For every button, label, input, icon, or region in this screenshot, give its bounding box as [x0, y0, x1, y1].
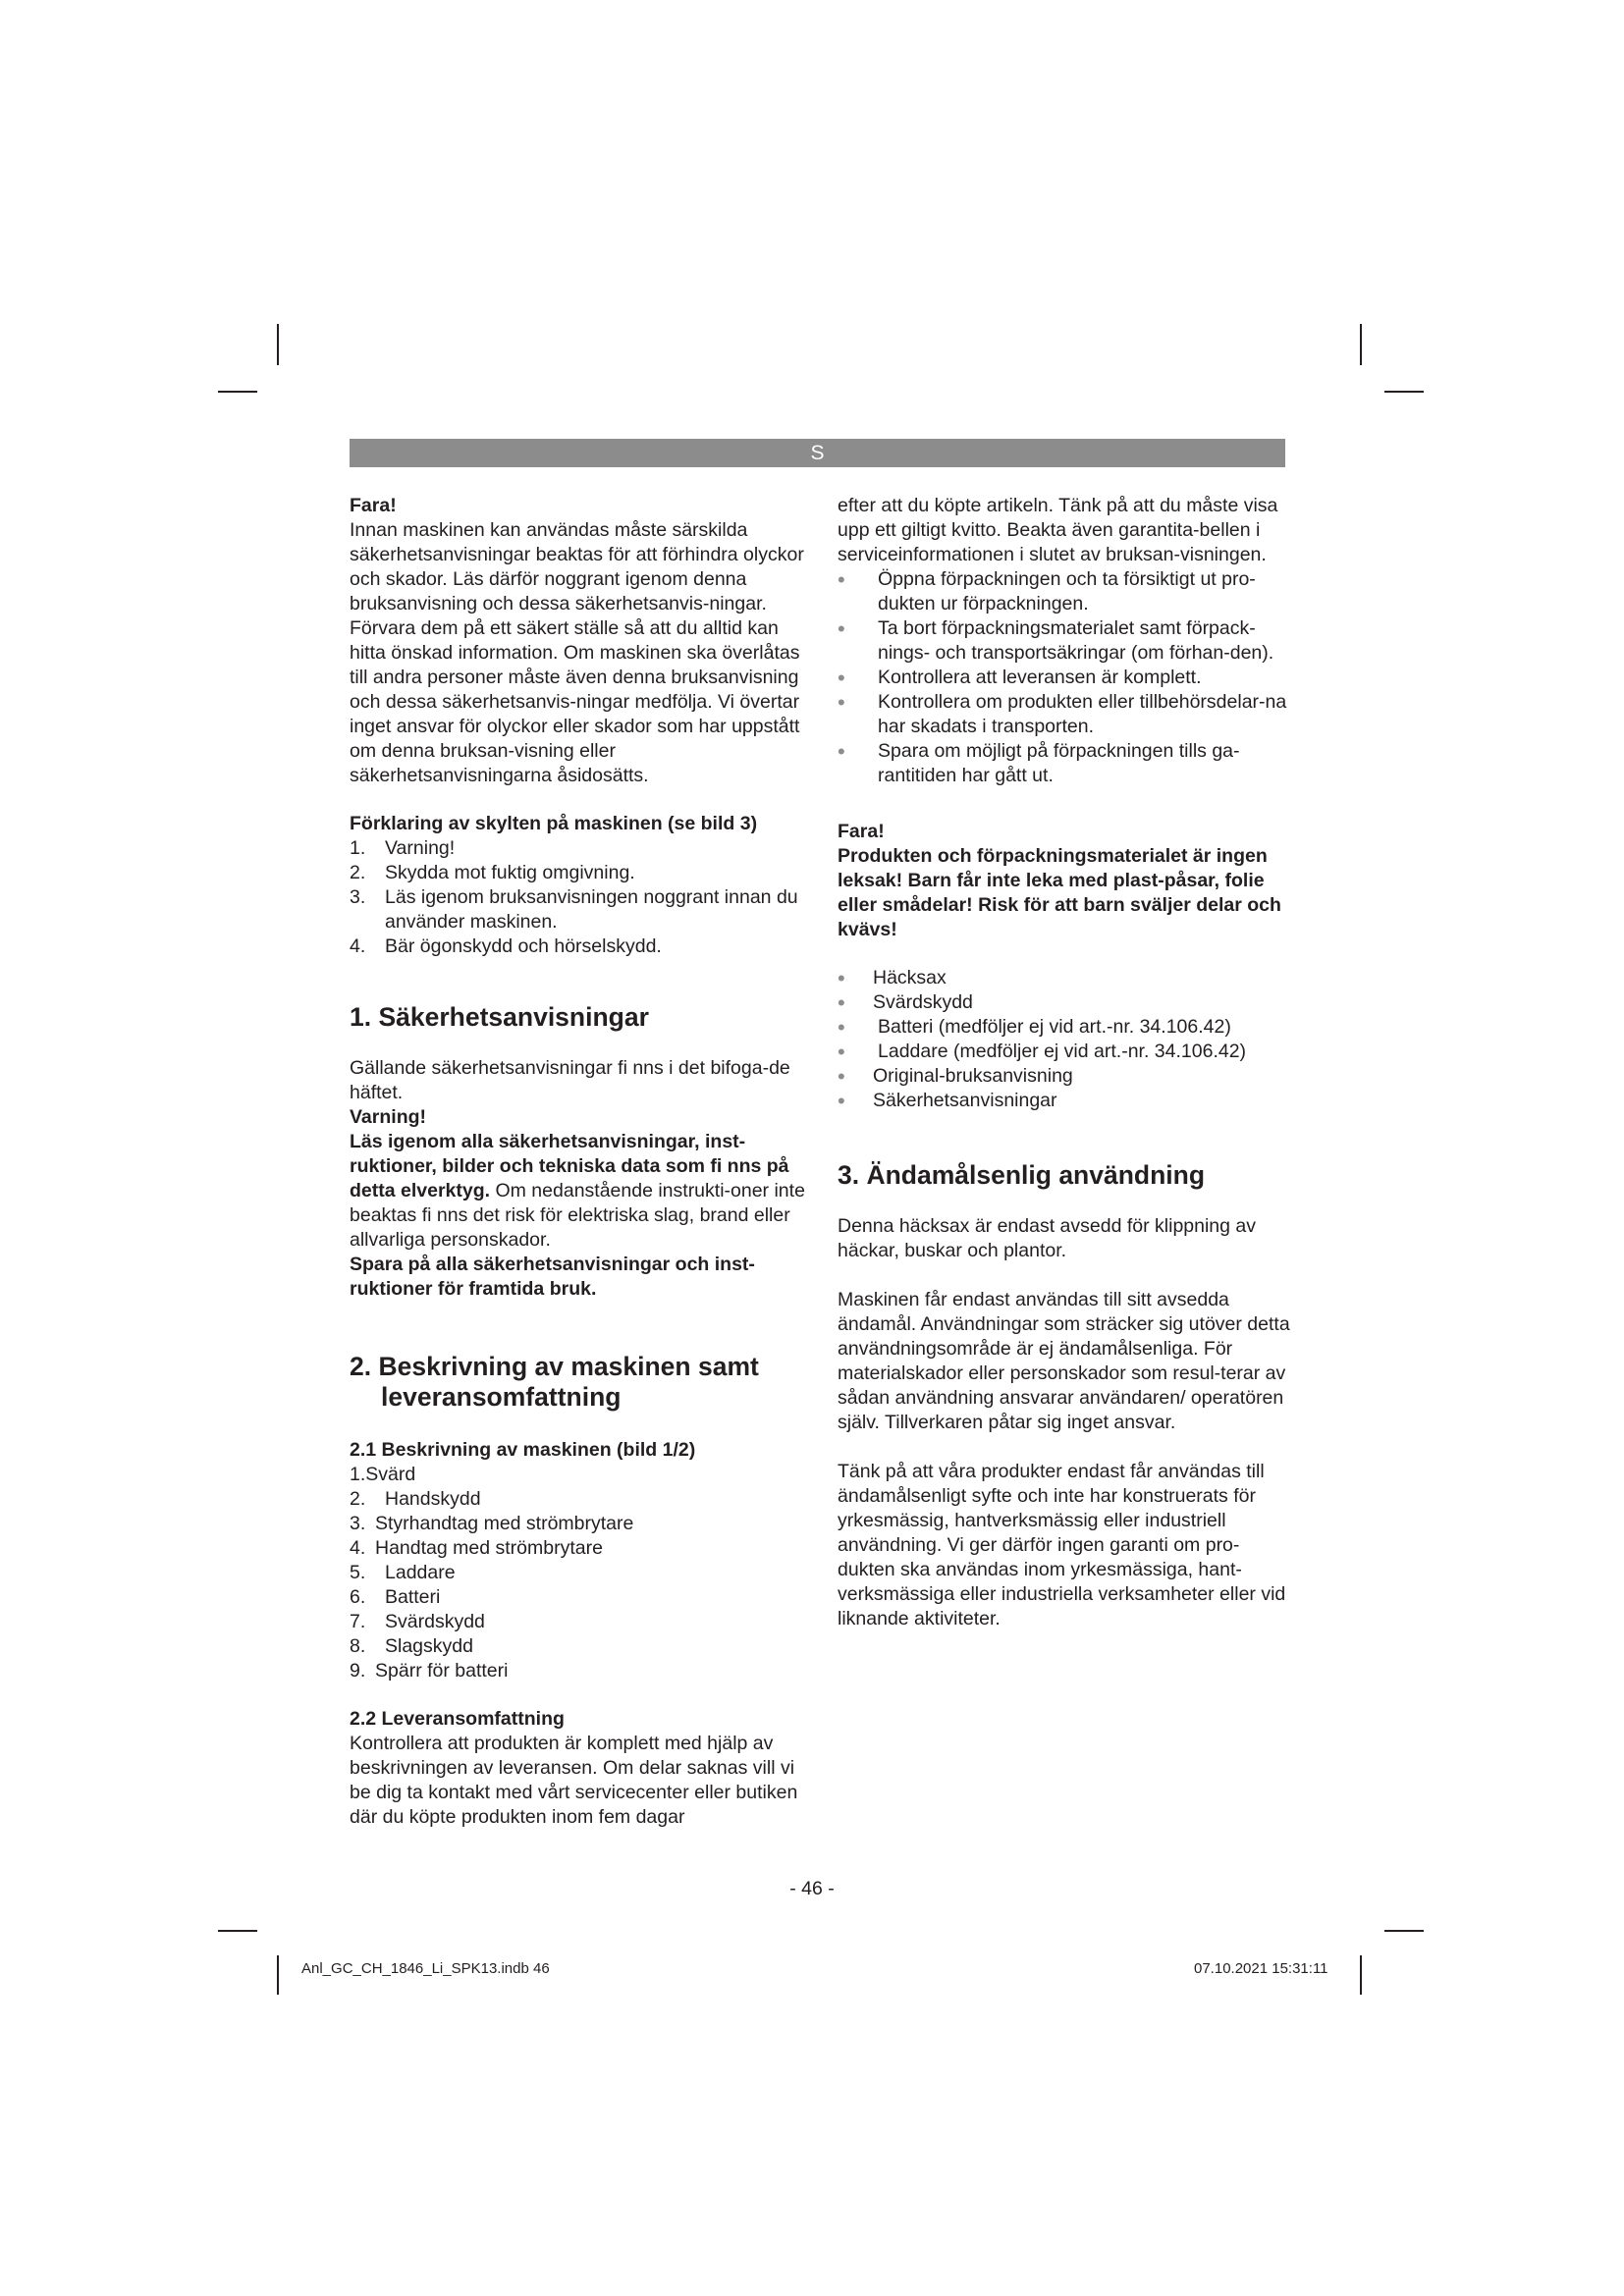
section-heading-1: 1. Säkerhetsanvisningar [350, 1002, 649, 1032]
crop-mark [1360, 324, 1362, 365]
crop-mark [1360, 1955, 1362, 1995]
list-item: 1.Svärd [350, 1464, 416, 1485]
footer-timestamp: 07.10.2021 15:31:11 [1194, 1960, 1328, 1977]
page-number: - 46 - [789, 1878, 835, 1899]
unpacking-list [838, 567, 1295, 788]
crop-mark [277, 1955, 279, 1995]
crop-mark [1384, 391, 1424, 393]
section-3-paragraph-3: Tänk på att våra produkter endast får användas till ändamålsenligt syfte och inte har konstruerats för yrkesmässig, hantverksmässig eller industriell användning. Vi ger därför ingen garanti om pro-dukten ska användas inom yrkesmässiga, hant-verksmässiga eller industriella verksamheter eller vid liknande aktiviteter. [838, 1461, 1286, 1629]
list-item: 3. Styrhandtag med strömbrytare [350, 1513, 634, 1534]
list-item: • Kontrollera att leveransen är komplett. [838, 666, 1295, 690]
list-item: • Öppna förpackningen och ta försiktigt ut pro-dukten ur förpackningen. [838, 567, 1295, 616]
section-1-text: Gällande säkerhetsanvisningar fi nns i det bifoga-de häftet. [350, 1057, 790, 1103]
list-item: • Svärdskydd [838, 990, 1295, 1015]
section-3-paragraph-2: Maskinen får endast användas till sitt avsedda ändamål. Användningar som sträcker sig utöver detta användningsområde är ej ändamålsenliga. För materialskador eller personskador som resul-terar av sådan användning ansvarar användaren/ operatören själv. Tillverkaren påtar sig inget ansvar. [838, 1289, 1290, 1433]
section-3-paragraph-1: Denna häcksax är endast avsedd för klippning av häckar, buskar och plantor. [838, 1215, 1257, 1261]
section-heading-3: 3. Ändamålsenlig användning [838, 1160, 1206, 1190]
sign-explanation-title: Förklaring av skylten på maskinen (se bild 3) [350, 813, 758, 834]
footer-filename: Anl_GC_CH_1846_Li_SPK13.indb 46 [301, 1960, 550, 1977]
crop-mark [1384, 1930, 1424, 1932]
list-item: • Säkerhetsanvisningar [838, 1089, 1295, 1113]
list-item: 9. Spärr för batteri [350, 1660, 509, 1682]
warning-paragraph: Läs igenom alla säkerhetsanvisningar, inst-ruktioner, bilder och tekniska data som fi nns på detta elverktyg. Om nedanstående instrukti-oner inte beaktas fi nns det risk för elektriska slag, brand eller allvarliga personskador. [350, 1131, 805, 1251]
list-item: 4. Bär ögonskydd och hörselskydd. [350, 935, 662, 957]
list-item: 4. Handtag med strömbrytare [350, 1537, 603, 1559]
right-column [838, 494, 1295, 1631]
list-item: 2. Skydda mot fuktig omgivning. [350, 862, 635, 883]
list-item: • Laddare (medföljer ej vid art.-nr. 34.106.42) [838, 1040, 1295, 1064]
delivery-scope-list [838, 966, 1295, 1113]
subsection-heading-2-2: 2.2 Leveransomfattning [350, 1708, 565, 1730]
language-header-bar [350, 439, 1285, 467]
sign-list [350, 836, 807, 959]
crop-mark [277, 324, 279, 365]
danger-title: Fara! [350, 495, 397, 516]
subsection-heading-2-1: 2.1 Beskrivning av maskinen (bild 1/2) [350, 1439, 696, 1461]
danger-title-2: Fara! [838, 821, 885, 842]
list-item: • Original-bruksanvisning [838, 1064, 1295, 1089]
list-item: 2. Handskydd [350, 1488, 481, 1510]
list-item: 1. Varning! [350, 837, 456, 859]
list-item: 8. Slagskydd [350, 1635, 473, 1657]
section-heading-2: 2. Beskrivning av maskinen samt leveransomfattning [350, 1352, 759, 1412]
list-item: 5. Laddare [350, 1562, 456, 1583]
danger-text: Innan maskinen kan användas måste särskilda säkerhetsanvisningar beaktas för att förhindra olyckor och skador. Läs därför noggrant igenom denna bruksanvisning och dessa säkerhetsanvis-ningar. Förvara dem på ett säkert ställe så att du alltid kan hitta önskad information. Om maskinen ska överlåtas till andra personer måste även denna bruksanvisning och dessa säkerhetsanvis-ningar medfölja. Vi övertar inget ansvar för olyckor eller skador som har uppstått om denna bruksan-visning eller säkerhetsanvisningarna åsidosätts. [350, 519, 804, 786]
continued-text: efter att du köpte artikeln. Tänk på att du måste visa upp ett giltigt kvitto. Beakta även garantita-bellen i serviceinformationen i slutet av bruksan-visningen. [838, 495, 1278, 565]
crop-mark [218, 391, 257, 393]
danger-text-2: Produkten och förpackningsmaterialet är ingen leksak! Barn får inte leka med plast-påsar, folie eller smådelar! Risk för att barn sväljer delar och kvävs! [838, 845, 1281, 940]
warning-title: Varning! [350, 1106, 427, 1128]
crop-mark [218, 1930, 257, 1932]
list-item: 6. Batteri [350, 1586, 441, 1608]
list-item: • Kontrollera om produkten eller tillbehörsdelar-na har skadats i transporten. [838, 690, 1295, 739]
language-code: S [810, 442, 825, 464]
list-item: • Ta bort förpackningsmaterialet samt förpack-nings- och transportsäkringar (om förhan-den). [838, 616, 1295, 666]
section-2-2-text: Kontrollera att produkten är komplett med hjälp av beskrivningen av leveransen. Om delar saknas vill vi be dig ta kontakt med vårt servicecenter eller butiken där du köpte produkten inom fem dagar [350, 1733, 798, 1828]
list-item: • Spara om möjligt på förpackningen tills ga-rantitiden har gått ut. [838, 739, 1295, 788]
list-item: 7. Svärdskydd [350, 1611, 485, 1632]
list-item: 3. Läs igenom bruksanvisningen noggrant innan du använder maskinen. [350, 886, 798, 933]
list-item: • Häcksax [838, 966, 1295, 990]
list-item: • Batteri (medföljer ej vid art.-nr. 34.106.42) [838, 1015, 1295, 1040]
left-column [350, 494, 807, 1830]
warning-save-note: Spara på alla säkerhetsanvisningar och inst-ruktioner för framtida bruk. [350, 1254, 755, 1300]
parts-list [350, 1463, 807, 1683]
